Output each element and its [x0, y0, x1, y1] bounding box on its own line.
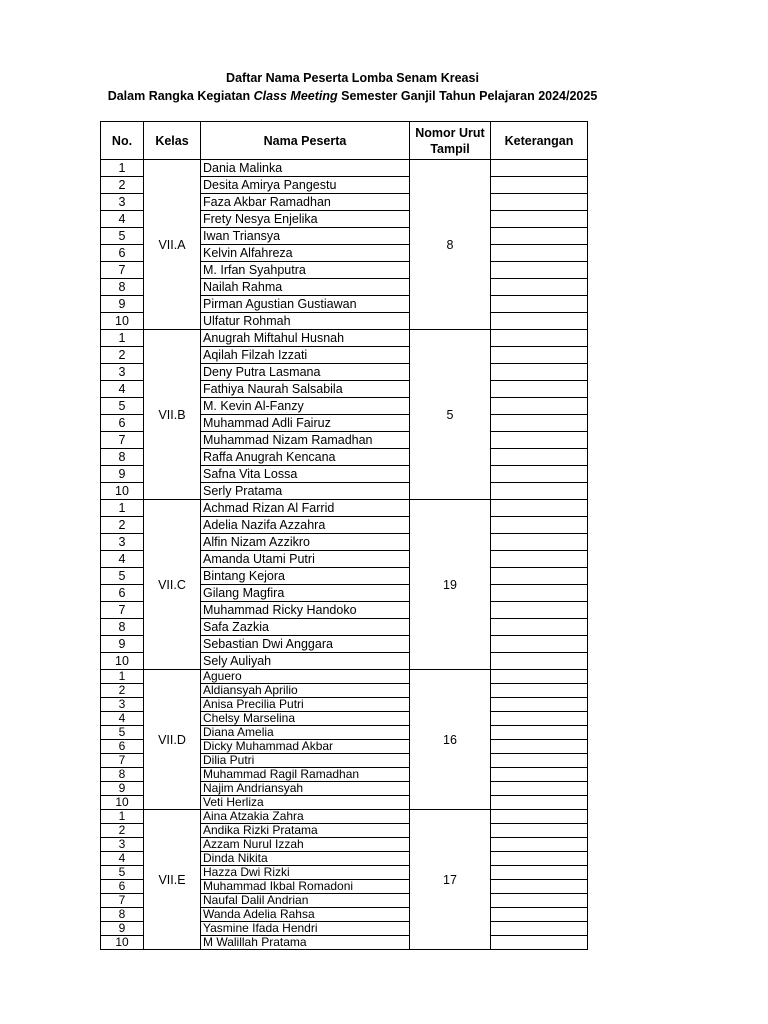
row-number: 8 — [101, 279, 144, 296]
row-number: 3 — [101, 364, 144, 381]
row-number: 2 — [101, 517, 144, 534]
table-row — [101, 160, 588, 177]
row-number: 3 — [101, 698, 144, 712]
performance-order-cell: 19 — [410, 500, 491, 670]
participant-name: Dicky Muhammad Akbar — [201, 740, 410, 754]
row-number: 3 — [101, 534, 144, 551]
class-cell: VII.D — [144, 670, 201, 810]
row-number: 8 — [101, 908, 144, 922]
subtitle-emphasis: Class Meeting — [253, 89, 338, 103]
row-number: 3 — [101, 838, 144, 852]
keterangan-cell — [491, 330, 588, 347]
participant-name: Fathiya Naurah Salsabila — [201, 381, 410, 398]
performance-order-cell: 5 — [410, 330, 491, 500]
row-number: 6 — [101, 585, 144, 602]
row-number: 2 — [101, 347, 144, 364]
table-row — [101, 670, 588, 684]
keterangan-cell — [491, 908, 588, 922]
row-number: 2 — [101, 177, 144, 194]
table-row — [101, 500, 588, 517]
participant-name: Aguero — [201, 670, 410, 684]
row-number: 6 — [101, 415, 144, 432]
participant-name: Andika Rizki Pratama — [201, 824, 410, 838]
row-number: 7 — [101, 602, 144, 619]
row-number: 9 — [101, 782, 144, 796]
participant-name: Hazza Dwi Rizki — [201, 866, 410, 880]
participant-name: Chelsy Marselina — [201, 712, 410, 726]
keterangan-cell — [491, 381, 588, 398]
row-number: 1 — [101, 160, 144, 177]
row-number: 5 — [101, 398, 144, 415]
class-cell: VII.A — [144, 160, 201, 330]
row-number: 4 — [101, 211, 144, 228]
row-number: 2 — [101, 684, 144, 698]
row-number: 1 — [101, 670, 144, 684]
keterangan-cell — [491, 619, 588, 636]
participant-name: Muhammad Ricky Handoko — [201, 602, 410, 619]
keterangan-cell — [491, 551, 588, 568]
row-number: 6 — [101, 245, 144, 262]
keterangan-cell — [491, 296, 588, 313]
participant-name: Anugrah Miftahul Husnah — [201, 330, 410, 347]
keterangan-cell — [491, 432, 588, 449]
keterangan-cell — [491, 211, 588, 228]
row-number: 5 — [101, 228, 144, 245]
participant-name: Yasmine Ifada Hendri — [201, 922, 410, 936]
keterangan-cell — [491, 177, 588, 194]
row-number: 1 — [101, 810, 144, 824]
participant-name: Deny Putra Lasmana — [201, 364, 410, 381]
document-subtitle — [0, 87, 705, 105]
participant-name: Bintang Kejora — [201, 568, 410, 585]
header-nama: Nama Peserta — [201, 122, 410, 160]
participant-name: Raffa Anugrah Kencana — [201, 449, 410, 466]
participant-name: Muhammad Ikbal Romadoni — [201, 880, 410, 894]
keterangan-cell — [491, 500, 588, 517]
participant-name: Anisa Precilia Putri — [201, 698, 410, 712]
keterangan-cell — [491, 880, 588, 894]
row-number: 6 — [101, 740, 144, 754]
participant-name: Sebastian Dwi Anggara — [201, 636, 410, 653]
participant-name: Wanda Adelia Rahsa — [201, 908, 410, 922]
row-number: 10 — [101, 936, 144, 950]
keterangan-cell — [491, 245, 588, 262]
participant-name: Azzam Nurul Izzah — [201, 838, 410, 852]
row-number: 8 — [101, 768, 144, 782]
participant-name: M Walillah Pratama — [201, 936, 410, 950]
participant-name: Serly Pratama — [201, 483, 410, 500]
header-keterangan: Keterangan — [491, 122, 588, 160]
keterangan-cell — [491, 228, 588, 245]
keterangan-cell — [491, 449, 588, 466]
row-number: 7 — [101, 894, 144, 908]
participant-name: Dilia Putri — [201, 754, 410, 768]
participant-name: Aqilah Filzah Izzati — [201, 347, 410, 364]
keterangan-cell — [491, 894, 588, 908]
class-cell: VII.C — [144, 500, 201, 670]
row-number: 7 — [101, 432, 144, 449]
row-number: 6 — [101, 880, 144, 894]
keterangan-cell — [491, 585, 588, 602]
class-cell: VII.E — [144, 810, 201, 950]
performance-order-cell: 17 — [410, 810, 491, 950]
participant-name: Dinda Nikita — [201, 852, 410, 866]
row-number: 10 — [101, 483, 144, 500]
participant-name: Pirman Agustian Gustiawan — [201, 296, 410, 313]
keterangan-cell — [491, 483, 588, 500]
class-cell: VII.B — [144, 330, 201, 500]
keterangan-cell — [491, 364, 588, 381]
participant-name: Amanda Utami Putri — [201, 551, 410, 568]
header-urut-line1: Nomor Urut — [415, 125, 485, 140]
keterangan-cell — [491, 936, 588, 950]
participant-name: Alfin Nizam Azzikro — [201, 534, 410, 551]
participant-name: Veti Herliza — [201, 796, 410, 810]
row-number: 9 — [101, 636, 144, 653]
row-number: 10 — [101, 796, 144, 810]
row-number: 10 — [101, 653, 144, 670]
keterangan-cell — [491, 796, 588, 810]
keterangan-cell — [491, 698, 588, 712]
participant-name: Safa Zazkia — [201, 619, 410, 636]
participant-name: Naufal Dalil Andrian — [201, 894, 410, 908]
keterangan-cell — [491, 602, 588, 619]
participant-name: Frety Nesya Enjelika — [201, 211, 410, 228]
keterangan-cell — [491, 398, 588, 415]
performance-order-cell: 16 — [410, 670, 491, 810]
participant-name: Faza Akbar Ramadhan — [201, 194, 410, 211]
keterangan-cell — [491, 782, 588, 796]
participant-name: Kelvin Alfahreza — [201, 245, 410, 262]
keterangan-cell — [491, 415, 588, 432]
keterangan-cell — [491, 754, 588, 768]
keterangan-cell — [491, 262, 588, 279]
row-number: 9 — [101, 296, 144, 313]
keterangan-cell — [491, 824, 588, 838]
participant-name: Muhammad Ragil Ramadhan — [201, 768, 410, 782]
participant-name: Achmad Rizan Al Farrid — [201, 500, 410, 517]
keterangan-cell — [491, 568, 588, 585]
keterangan-cell — [491, 313, 588, 330]
participant-name: Dania Malinka — [201, 160, 410, 177]
keterangan-cell — [491, 740, 588, 754]
participant-name: Aina Atzakia Zahra — [201, 810, 410, 824]
keterangan-cell — [491, 726, 588, 740]
participant-name: Adelia Nazifa Azzahra — [201, 517, 410, 534]
row-number: 1 — [101, 330, 144, 347]
participant-name: Muhammad Nizam Ramadhan — [201, 432, 410, 449]
row-number: 5 — [101, 568, 144, 585]
performance-order-cell: 8 — [410, 160, 491, 330]
header-no: No. — [101, 122, 144, 160]
row-number: 8 — [101, 619, 144, 636]
participant-name: Iwan Triansya — [201, 228, 410, 245]
row-number: 3 — [101, 194, 144, 211]
row-number: 4 — [101, 381, 144, 398]
keterangan-cell — [491, 466, 588, 483]
subtitle-prefix: Dalam Rangka Kegiatan — [107, 89, 254, 103]
subtitle-suffix: Semester Ganjil Tahun Pelajaran 2024/2025 — [337, 89, 598, 103]
participant-table — [100, 121, 588, 950]
keterangan-cell — [491, 279, 588, 296]
participant-name: Gilang Magfira — [201, 585, 410, 602]
keterangan-cell — [491, 670, 588, 684]
participant-name: M. Kevin Al-Fanzy — [201, 398, 410, 415]
row-number: 9 — [101, 922, 144, 936]
row-number: 4 — [101, 712, 144, 726]
row-number: 7 — [101, 262, 144, 279]
keterangan-cell — [491, 810, 588, 824]
keterangan-cell — [491, 194, 588, 211]
keterangan-cell — [491, 636, 588, 653]
row-number: 5 — [101, 726, 144, 740]
keterangan-cell — [491, 160, 588, 177]
keterangan-cell — [491, 852, 588, 866]
table-row — [101, 810, 588, 824]
keterangan-cell — [491, 653, 588, 670]
row-number: 10 — [101, 313, 144, 330]
keterangan-cell — [491, 347, 588, 364]
row-number: 9 — [101, 466, 144, 483]
keterangan-cell — [491, 838, 588, 852]
row-number: 5 — [101, 866, 144, 880]
keterangan-cell — [491, 517, 588, 534]
row-number: 8 — [101, 449, 144, 466]
keterangan-cell — [491, 768, 588, 782]
keterangan-cell — [491, 922, 588, 936]
keterangan-cell — [491, 712, 588, 726]
participant-name: Sely Auliyah — [201, 653, 410, 670]
header-kelas: Kelas — [144, 122, 201, 160]
participant-name: Ulfatur Rohmah — [201, 313, 410, 330]
keterangan-cell — [491, 866, 588, 880]
document-title: Daftar Nama Peserta Lomba Senam Kreasi — [226, 71, 479, 85]
participant-name: M. Irfan Syahputra — [201, 262, 410, 279]
row-number: 4 — [101, 551, 144, 568]
header-urut — [410, 122, 491, 160]
table-row — [101, 330, 588, 347]
participant-name: Diana Amelia — [201, 726, 410, 740]
keterangan-cell — [491, 684, 588, 698]
participant-name: Aldiansyah Aprilio — [201, 684, 410, 698]
keterangan-cell — [491, 534, 588, 551]
participant-name: Muhammad Adli Fairuz — [201, 415, 410, 432]
participant-name: Nailah Rahma — [201, 279, 410, 296]
row-number: 1 — [101, 500, 144, 517]
row-number: 7 — [101, 754, 144, 768]
row-number: 4 — [101, 852, 144, 866]
participant-name: Desita Amirya Pangestu — [201, 177, 410, 194]
row-number: 2 — [101, 824, 144, 838]
participant-name: Najim Andriansyah — [201, 782, 410, 796]
participant-name: Safna Vita Lossa — [201, 466, 410, 483]
header-urut-line2: Tampil — [430, 141, 470, 156]
